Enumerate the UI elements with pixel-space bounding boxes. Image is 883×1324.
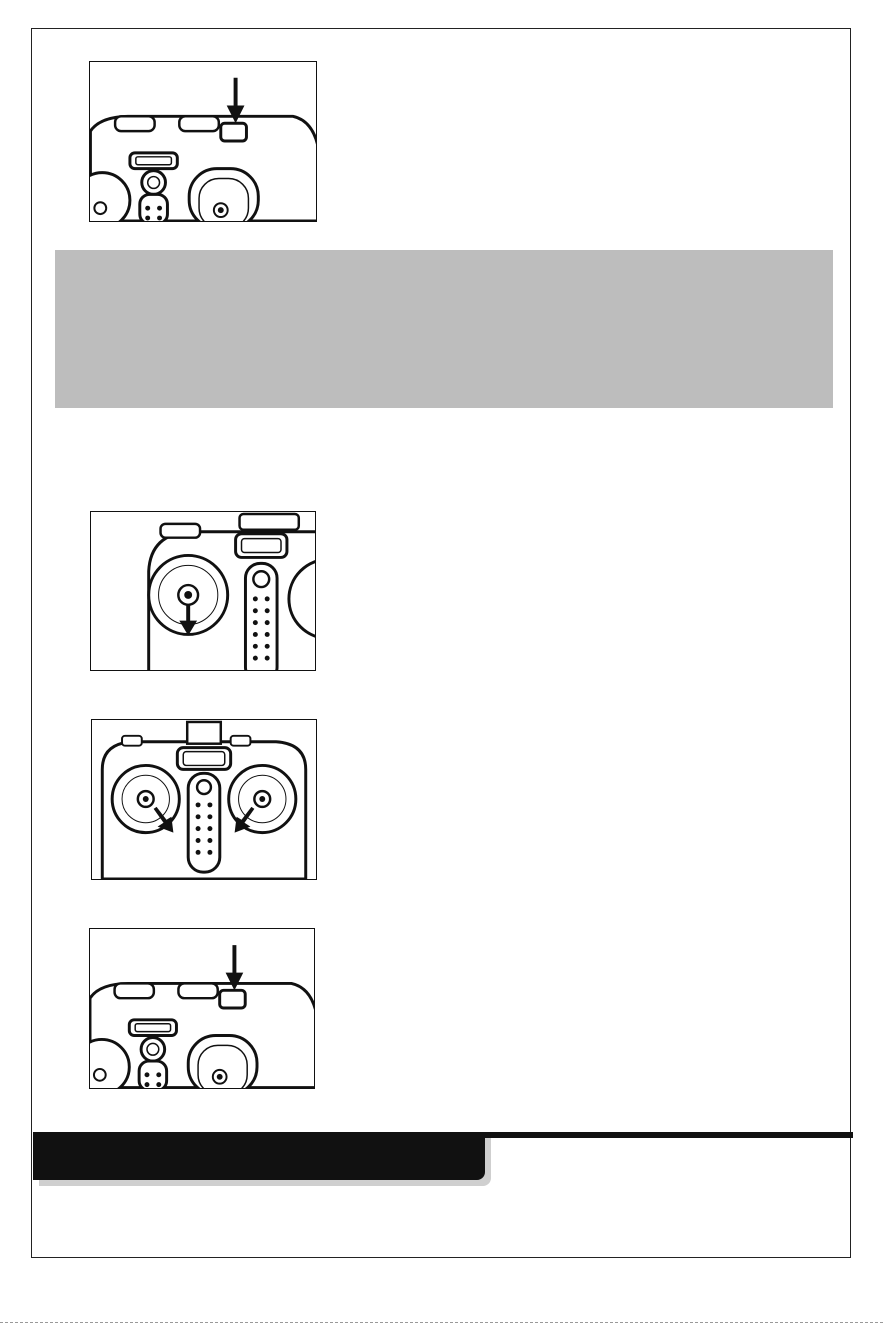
cut-line: [0, 1322, 883, 1323]
controller-button-press-figure-2: [89, 928, 315, 1089]
controller-both-sticks-figure: [91, 719, 317, 880]
controller-left-stick-figure: [90, 511, 316, 671]
controller-button-press-figure-1: [89, 61, 317, 222]
controller-illustration: [91, 512, 315, 670]
controller-illustration: [90, 62, 316, 221]
section-header-tab: [33, 1132, 485, 1180]
controller-illustration: [92, 720, 316, 879]
gray-banner: [55, 250, 833, 408]
controller-illustration: [90, 929, 314, 1088]
